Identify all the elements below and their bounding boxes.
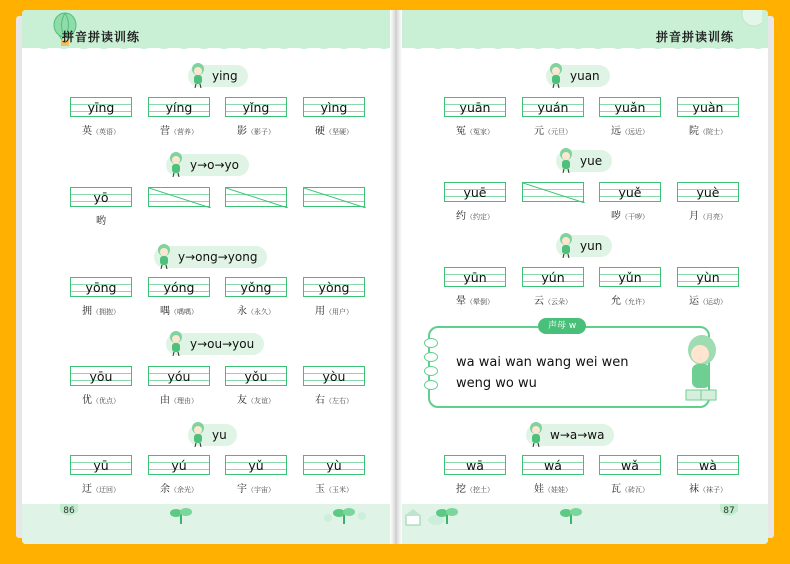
pinyin-text: yú — [171, 458, 187, 473]
pinyin-text: yǒu — [244, 369, 268, 384]
example-char: 冤 — [456, 126, 466, 137]
example-word — [599, 480, 661, 495]
example-phrase: （营养） — [170, 128, 198, 136]
girl-reading-illustration — [678, 332, 724, 410]
example-word — [225, 122, 287, 137]
pinyin-text: wà — [699, 458, 717, 473]
pinyin-box — [599, 182, 661, 202]
example-word — [522, 122, 584, 137]
left-page — [22, 10, 394, 544]
pinyin-box — [599, 97, 661, 117]
example-char: 院 — [689, 126, 699, 137]
pinyin-box — [444, 455, 506, 475]
kid-mascot-icon — [190, 421, 206, 447]
pinyin-text: wá — [544, 458, 562, 473]
pinyin-text: yuān — [459, 100, 491, 115]
pinyin-text: yìng — [320, 100, 348, 115]
pinyin-text: yuè — [696, 185, 720, 200]
syllable-label-text: y→ong→yong — [178, 250, 258, 264]
syllable-label-text: yue — [580, 154, 603, 168]
example-phrase: （余光） — [170, 486, 198, 494]
pinyin-text: yīng — [87, 100, 115, 115]
pinyin-box — [677, 267, 739, 287]
example-char: 迂 — [82, 484, 92, 495]
pinyin-box — [225, 187, 287, 207]
kid-mascot-icon — [190, 62, 206, 88]
example-char: 瓦 — [611, 484, 621, 495]
pinyin-box — [599, 455, 661, 475]
example-char: 优 — [82, 395, 92, 406]
pinyin-box — [70, 97, 132, 117]
example-char: 友 — [237, 395, 247, 406]
pinyin-text: yǐng — [242, 100, 270, 115]
syllable-label — [556, 150, 612, 172]
example-phrase: （冤家） — [466, 128, 494, 136]
example-word — [444, 122, 506, 137]
pinyin-text: yǔn — [618, 270, 642, 285]
spiral-ring — [424, 352, 438, 362]
sprout-icon — [436, 506, 458, 524]
example-char: 晕 — [456, 296, 466, 307]
example-char: 宇 — [237, 484, 247, 495]
pinyin-text: yuě — [618, 185, 642, 200]
pinyin-box — [303, 455, 365, 475]
example-word — [677, 480, 739, 495]
example-phrase: （晕倒） — [466, 298, 494, 306]
page-header-title: 拼音拼读训练 — [62, 30, 141, 44]
syllable-line-1: wa wai wan wang wei wen — [456, 355, 629, 370]
pinyin-box — [303, 277, 365, 297]
syllable-label-text: y→ou→you — [190, 337, 255, 351]
kid-mascot-icon — [548, 62, 564, 88]
empty-slash — [149, 188, 211, 208]
example-phrase: （远近） — [621, 128, 649, 136]
example-word — [70, 302, 132, 317]
empty-slash — [523, 183, 585, 203]
example-word — [444, 480, 506, 495]
example-word — [303, 122, 365, 137]
example-char: 月 — [689, 211, 699, 222]
pinyin-text: yuē — [463, 185, 487, 200]
example-phrase: （运动） — [699, 298, 727, 306]
pinyin-box — [522, 455, 584, 475]
example-word — [303, 302, 365, 317]
example-word — [599, 292, 661, 307]
pinyin-text: yíng — [165, 100, 193, 115]
initial-tag: 声母 w — [538, 318, 586, 334]
example-phrase: （元旦） — [544, 128, 572, 136]
page-number — [58, 504, 80, 518]
pinyin-text: yùn — [696, 270, 720, 285]
syllable-label-text: ying — [212, 69, 238, 83]
example-word — [148, 122, 210, 137]
pinyin-box — [148, 97, 210, 117]
syllable-line-2: weng wo wu — [456, 376, 537, 391]
kid-mascot-icon — [156, 243, 172, 269]
pinyin-text: yōng — [85, 280, 117, 295]
pinyin-text: yóng — [163, 280, 195, 295]
pinyin-box — [303, 187, 365, 207]
pinyin-box — [522, 267, 584, 287]
sprout-icon — [322, 506, 366, 524]
example-word — [522, 480, 584, 495]
page-number-text: 87 — [723, 506, 735, 516]
example-word — [70, 480, 132, 495]
example-word — [225, 480, 287, 495]
example-phrase: （左右） — [325, 397, 353, 405]
right-page — [396, 10, 768, 544]
kid-mascot-icon — [168, 330, 184, 356]
syllable-label — [166, 154, 249, 176]
example-phrase: （影子） — [247, 128, 275, 136]
sprout-icon — [170, 506, 192, 524]
example-word — [225, 391, 287, 406]
example-char: 用 — [315, 306, 325, 317]
example-phrase: （喁喁） — [170, 308, 198, 316]
example-phrase: （干哕） — [621, 213, 649, 221]
pinyin-text: yǔ — [248, 458, 264, 473]
pinyin-box — [303, 97, 365, 117]
example-phrase: （宇宙） — [247, 486, 275, 494]
pinyin-box — [225, 455, 287, 475]
example-char: 娃 — [534, 484, 544, 495]
pinyin-box — [599, 267, 661, 287]
kid-mascot-icon — [528, 421, 544, 447]
syllable-label — [546, 65, 610, 87]
pinyin-box — [70, 366, 132, 386]
example-char: 元 — [534, 126, 544, 137]
example-phrase: （友谊） — [247, 397, 275, 405]
pinyin-text: yuán — [537, 100, 569, 115]
kid-mascot-icon — [168, 151, 184, 177]
pinyin-box — [677, 455, 739, 475]
example-phrase: （永久） — [247, 308, 275, 316]
example-phrase: （砖瓦） — [621, 486, 649, 494]
example-word — [599, 122, 661, 137]
example-word — [70, 391, 132, 406]
example-char: 远 — [611, 126, 621, 137]
example-phrase: （允许） — [621, 298, 649, 306]
pinyin-box — [70, 455, 132, 475]
example-char: 玉 — [315, 484, 325, 495]
pinyin-text: yō — [93, 190, 109, 205]
example-char: 运 — [689, 296, 699, 307]
example-word — [444, 292, 506, 307]
example-char: 云 — [534, 296, 544, 307]
example-phrase: （玉米） — [325, 486, 353, 494]
spiral-ring — [424, 338, 438, 348]
example-word — [148, 391, 210, 406]
example-phrase: （用户） — [325, 308, 353, 316]
example-char: 允 — [611, 296, 621, 307]
page-number-text: 86 — [63, 506, 75, 516]
example-word — [148, 302, 210, 317]
example-word — [677, 292, 739, 307]
example-word — [303, 480, 365, 495]
page-header-title: 拼音拼读训练 — [655, 30, 734, 44]
pinyin-box — [148, 366, 210, 386]
example-phrase: （娃娃） — [544, 486, 572, 494]
pinyin-text: yóu — [167, 369, 191, 384]
example-word — [522, 292, 584, 307]
example-phrase: （挖土） — [466, 486, 494, 494]
pinyin-box — [225, 97, 287, 117]
example-word — [444, 207, 506, 222]
pinyin-text: yūn — [463, 270, 487, 285]
example-char: 由 — [160, 395, 170, 406]
example-word — [70, 212, 132, 227]
pinyin-text: yòu — [322, 369, 346, 384]
example-phrase: （拥抱） — [92, 308, 120, 316]
pinyin-text: yuǎn — [614, 100, 646, 115]
syllable-label — [188, 65, 248, 87]
example-char: 永 — [237, 306, 247, 317]
example-phrase: （月亮） — [699, 213, 727, 221]
open-book — [22, 10, 768, 544]
sprout-icon — [560, 506, 582, 524]
pinyin-text: wā — [466, 458, 484, 473]
pinyin-text: yún — [541, 270, 565, 285]
example-char: 哕 — [611, 211, 621, 222]
syllable-label-text: yun — [580, 239, 603, 253]
example-word — [599, 207, 661, 222]
example-phrase: （英语） — [92, 128, 120, 136]
spiral-ring — [424, 380, 438, 390]
pinyin-box — [522, 97, 584, 117]
example-phrase: （云朵） — [544, 298, 572, 306]
example-word — [677, 122, 739, 137]
example-phrase: （优点） — [92, 397, 120, 405]
example-word — [677, 207, 739, 222]
example-word — [148, 480, 210, 495]
example-phrase: （迂回） — [92, 486, 120, 494]
example-phrase: （坚硬） — [325, 128, 353, 136]
example-char: 营 — [160, 126, 170, 137]
syllable-label — [188, 424, 237, 446]
syllable-label — [556, 235, 612, 257]
pinyin-box — [225, 277, 287, 297]
example-char: 影 — [237, 126, 247, 137]
example-char: 右 — [315, 395, 325, 406]
example-char: 英 — [82, 126, 92, 137]
empty-slash — [226, 188, 288, 208]
pinyin-text: yōu — [89, 369, 113, 384]
example-char: 约 — [456, 211, 466, 222]
pinyin-box — [148, 455, 210, 475]
pinyin-box — [677, 182, 739, 202]
pinyin-box — [148, 187, 210, 207]
pinyin-box — [70, 277, 132, 297]
pinyin-text: yù — [326, 458, 342, 473]
example-char: 哟 — [96, 216, 106, 227]
example-word — [225, 302, 287, 317]
syllable-label-text: w→a→wa — [550, 428, 605, 442]
example-phrase: （理由） — [170, 397, 198, 405]
syllable-label — [526, 424, 614, 446]
syllable-label-text: y→o→yo — [190, 158, 239, 172]
pinyin-text: yuàn — [692, 100, 724, 115]
pinyin-text: yòng — [318, 280, 350, 295]
example-char: 余 — [160, 484, 170, 495]
example-char: 拥 — [82, 306, 92, 317]
pinyin-box — [444, 182, 506, 202]
example-word — [70, 122, 132, 137]
syllable-label-text: yuan — [570, 69, 600, 83]
initial-w-panel — [428, 321, 710, 408]
example-char: 喁 — [160, 306, 170, 317]
example-word — [303, 391, 365, 406]
syllable-label — [166, 333, 264, 355]
pinyin-box — [677, 97, 739, 117]
page-number — [718, 504, 740, 518]
pinyin-box — [148, 277, 210, 297]
syllable-label — [154, 246, 267, 268]
example-phrase: （约定） — [466, 213, 494, 221]
example-phrase: （院士） — [699, 128, 727, 136]
syllable-label-text: yu — [212, 428, 227, 442]
book-spine — [390, 10, 402, 544]
kid-mascot-icon — [558, 147, 574, 173]
empty-slash — [304, 188, 366, 208]
pinyin-box — [444, 97, 506, 117]
example-char: 硬 — [315, 126, 325, 137]
pinyin-box — [303, 366, 365, 386]
pinyin-text: wǎ — [621, 458, 639, 473]
spiral-ring — [424, 366, 438, 376]
pinyin-text: yǒng — [240, 280, 272, 295]
pinyin-box — [522, 182, 584, 202]
example-char: 挖 — [456, 484, 466, 495]
pinyin-box — [225, 366, 287, 386]
kid-mascot-icon — [558, 232, 574, 258]
pinyin-text: yū — [93, 458, 109, 473]
pinyin-box — [70, 187, 132, 207]
example-char: 袜 — [689, 484, 699, 495]
example-phrase: （袜子） — [699, 486, 727, 494]
pinyin-box — [444, 267, 506, 287]
